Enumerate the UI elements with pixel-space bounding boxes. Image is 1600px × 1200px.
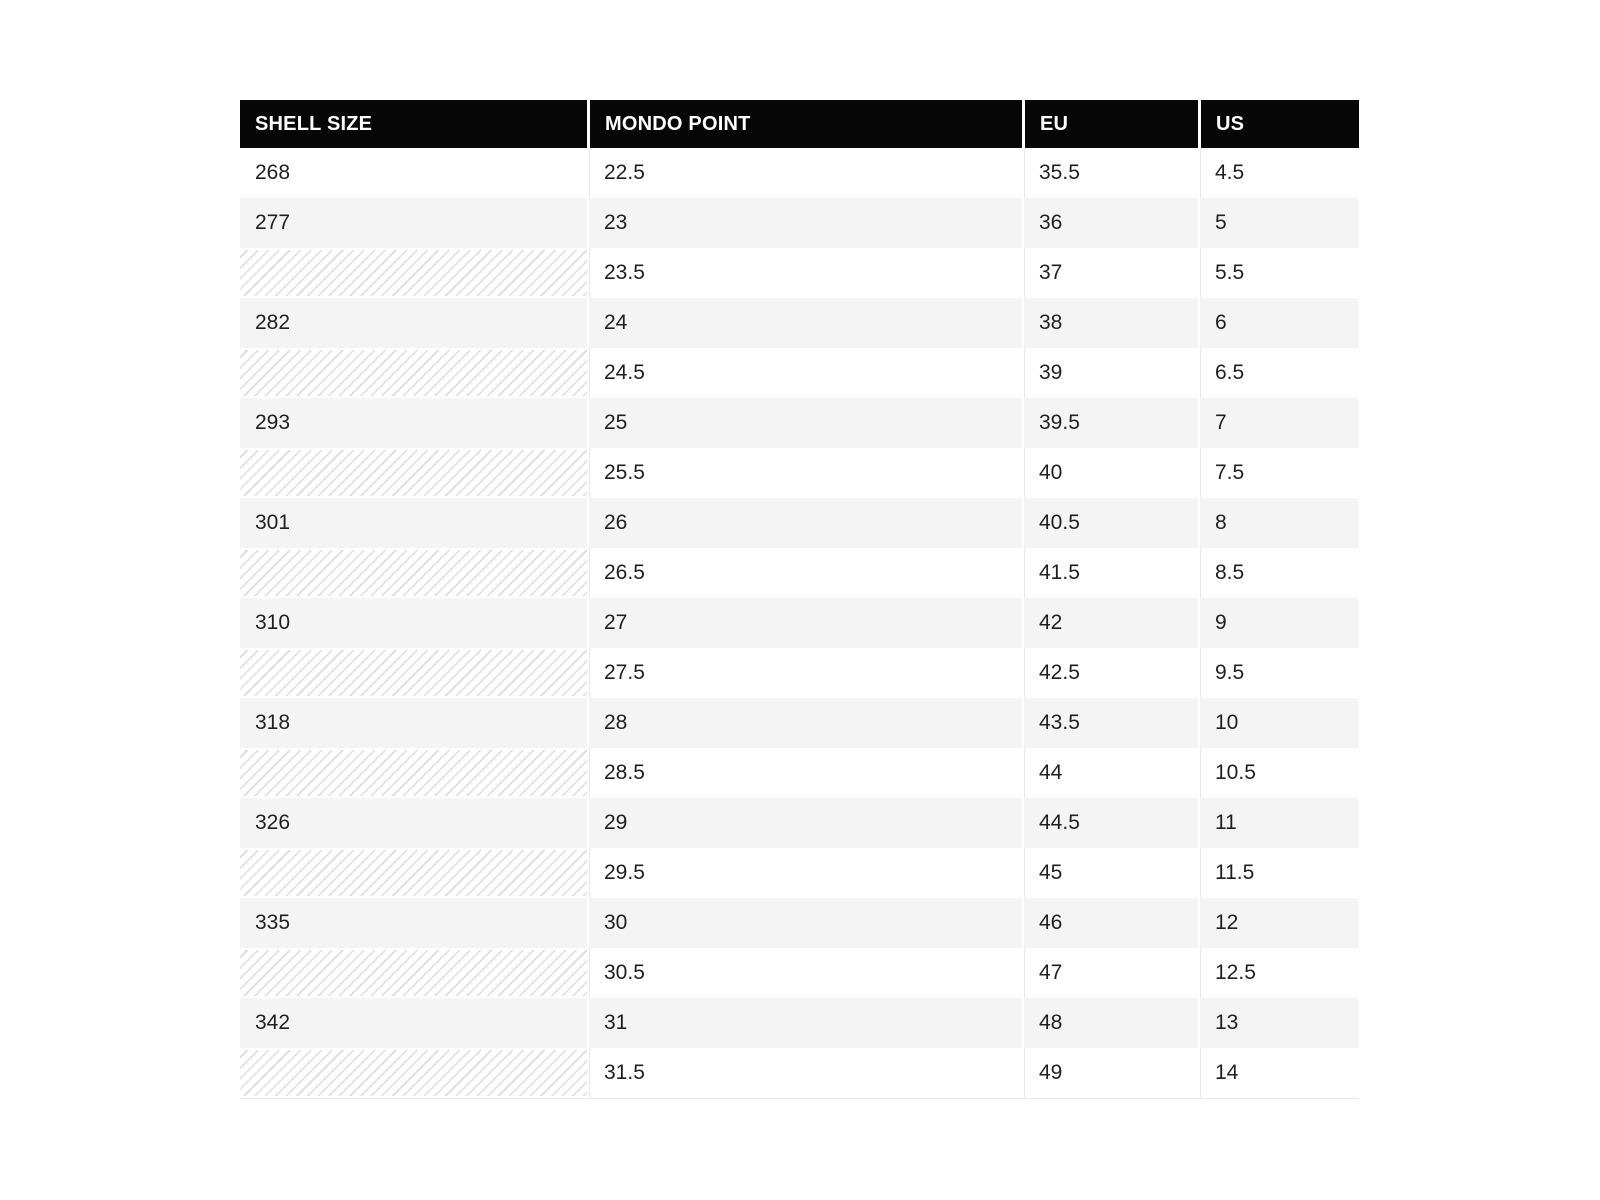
shell-size-empty-cell [240, 248, 587, 298]
us-size-cell: 7 [1198, 398, 1359, 448]
mondo-point-cell: 31.5 [587, 1048, 1022, 1098]
us-size-cell: 10.5 [1198, 748, 1359, 798]
shell-size-cell: 301 [240, 498, 587, 548]
us-size-cell: 7.5 [1198, 448, 1359, 498]
shell-size-empty-cell [240, 848, 587, 898]
eu-size-cell: 36 [1022, 198, 1198, 248]
mondo-point-cell: 24.5 [587, 348, 1022, 398]
us-size-cell: 12 [1198, 898, 1359, 948]
mondo-point-cell: 26 [587, 498, 1022, 548]
us-size-cell: 9 [1198, 598, 1359, 648]
table-row [240, 798, 1359, 848]
mondo-point-cell: 29 [587, 798, 1022, 848]
us-size-cell: 4.5 [1198, 148, 1359, 198]
mondo-point-cell: 30 [587, 898, 1022, 948]
table-row [240, 548, 1359, 598]
eu-size-cell: 42.5 [1022, 648, 1198, 698]
shell-size-empty-cell [240, 748, 587, 798]
eu-size-cell: 48 [1022, 998, 1198, 1048]
mondo-point-cell: 24 [587, 298, 1022, 348]
table-row [240, 998, 1359, 1048]
shell-size-empty-cell [240, 448, 587, 498]
table-row [240, 498, 1359, 548]
size-chart-area [240, 100, 1359, 1099]
eu-size-cell: 46 [1022, 898, 1198, 948]
shell-size-cell: 277 [240, 198, 587, 248]
mondo-point-cell: 26.5 [587, 548, 1022, 598]
table-header-row [240, 100, 1359, 148]
table-row [240, 948, 1359, 998]
us-size-cell: 10 [1198, 698, 1359, 748]
eu-size-cell: 44.5 [1022, 798, 1198, 848]
shell-size-cell: 335 [240, 898, 587, 948]
shell-size-cell: 268 [240, 148, 587, 198]
eu-size-cell: 41.5 [1022, 548, 1198, 598]
mondo-point-cell: 27.5 [587, 648, 1022, 698]
eu-size-cell: 42 [1022, 598, 1198, 648]
eu-size-cell: 45 [1022, 848, 1198, 898]
table-row [240, 748, 1359, 798]
header-cell-eu: EU [1022, 100, 1198, 148]
table-row [240, 348, 1359, 398]
mondo-point-cell: 22.5 [587, 148, 1022, 198]
shell-size-cell: 293 [240, 398, 587, 448]
eu-size-cell: 40 [1022, 448, 1198, 498]
table-row [240, 598, 1359, 648]
table-row [240, 298, 1359, 348]
eu-size-cell: 44 [1022, 748, 1198, 798]
us-size-cell: 8 [1198, 498, 1359, 548]
mondo-point-cell: 25.5 [587, 448, 1022, 498]
eu-size-cell: 43.5 [1022, 698, 1198, 748]
mondo-point-cell: 29.5 [587, 848, 1022, 898]
shell-size-empty-cell [240, 948, 587, 998]
shell-size-empty-cell [240, 548, 587, 598]
shell-size-cell: 342 [240, 998, 587, 1048]
shell-size-cell: 326 [240, 798, 587, 848]
eu-size-cell: 40.5 [1022, 498, 1198, 548]
us-size-cell: 12.5 [1198, 948, 1359, 998]
shell-size-empty-cell [240, 1048, 587, 1098]
us-size-cell: 5 [1198, 198, 1359, 248]
us-size-cell: 13 [1198, 998, 1359, 1048]
mondo-point-cell: 25 [587, 398, 1022, 448]
eu-size-cell: 37 [1022, 248, 1198, 298]
mondo-point-cell: 28.5 [587, 748, 1022, 798]
header-cell-mondo-point: MONDO POINT [587, 100, 1022, 148]
eu-size-cell: 35.5 [1022, 148, 1198, 198]
shell-size-empty-cell [240, 348, 587, 398]
mondo-point-cell: 27 [587, 598, 1022, 648]
size-chart-table [240, 100, 1359, 1099]
shell-size-cell: 318 [240, 698, 587, 748]
mondo-point-cell: 23.5 [587, 248, 1022, 298]
us-size-cell: 14 [1198, 1048, 1359, 1098]
table-row [240, 898, 1359, 948]
eu-size-cell: 39 [1022, 348, 1198, 398]
us-size-cell: 11 [1198, 798, 1359, 848]
mondo-point-cell: 31 [587, 998, 1022, 1048]
eu-size-cell: 39.5 [1022, 398, 1198, 448]
us-size-cell: 8.5 [1198, 548, 1359, 598]
mondo-point-cell: 30.5 [587, 948, 1022, 998]
header-cell-shell-size: SHELL SIZE [240, 100, 587, 148]
shell-size-cell: 310 [240, 598, 587, 648]
table-row [240, 398, 1359, 448]
table-row [240, 148, 1359, 198]
table-row [240, 848, 1359, 898]
table-row [240, 648, 1359, 698]
table-row [240, 698, 1359, 748]
table-row [240, 1048, 1359, 1098]
shell-size-empty-cell [240, 648, 587, 698]
eu-size-cell: 49 [1022, 1048, 1198, 1098]
eu-size-cell: 38 [1022, 298, 1198, 348]
eu-size-cell: 47 [1022, 948, 1198, 998]
table-row [240, 248, 1359, 298]
mondo-point-cell: 23 [587, 198, 1022, 248]
us-size-cell: 6 [1198, 298, 1359, 348]
us-size-cell: 5.5 [1198, 248, 1359, 298]
table-row [240, 448, 1359, 498]
us-size-cell: 11.5 [1198, 848, 1359, 898]
us-size-cell: 9.5 [1198, 648, 1359, 698]
header-cell-us: US [1198, 100, 1359, 148]
table-row [240, 198, 1359, 248]
us-size-cell: 6.5 [1198, 348, 1359, 398]
shell-size-cell: 282 [240, 298, 587, 348]
mondo-point-cell: 28 [587, 698, 1022, 748]
